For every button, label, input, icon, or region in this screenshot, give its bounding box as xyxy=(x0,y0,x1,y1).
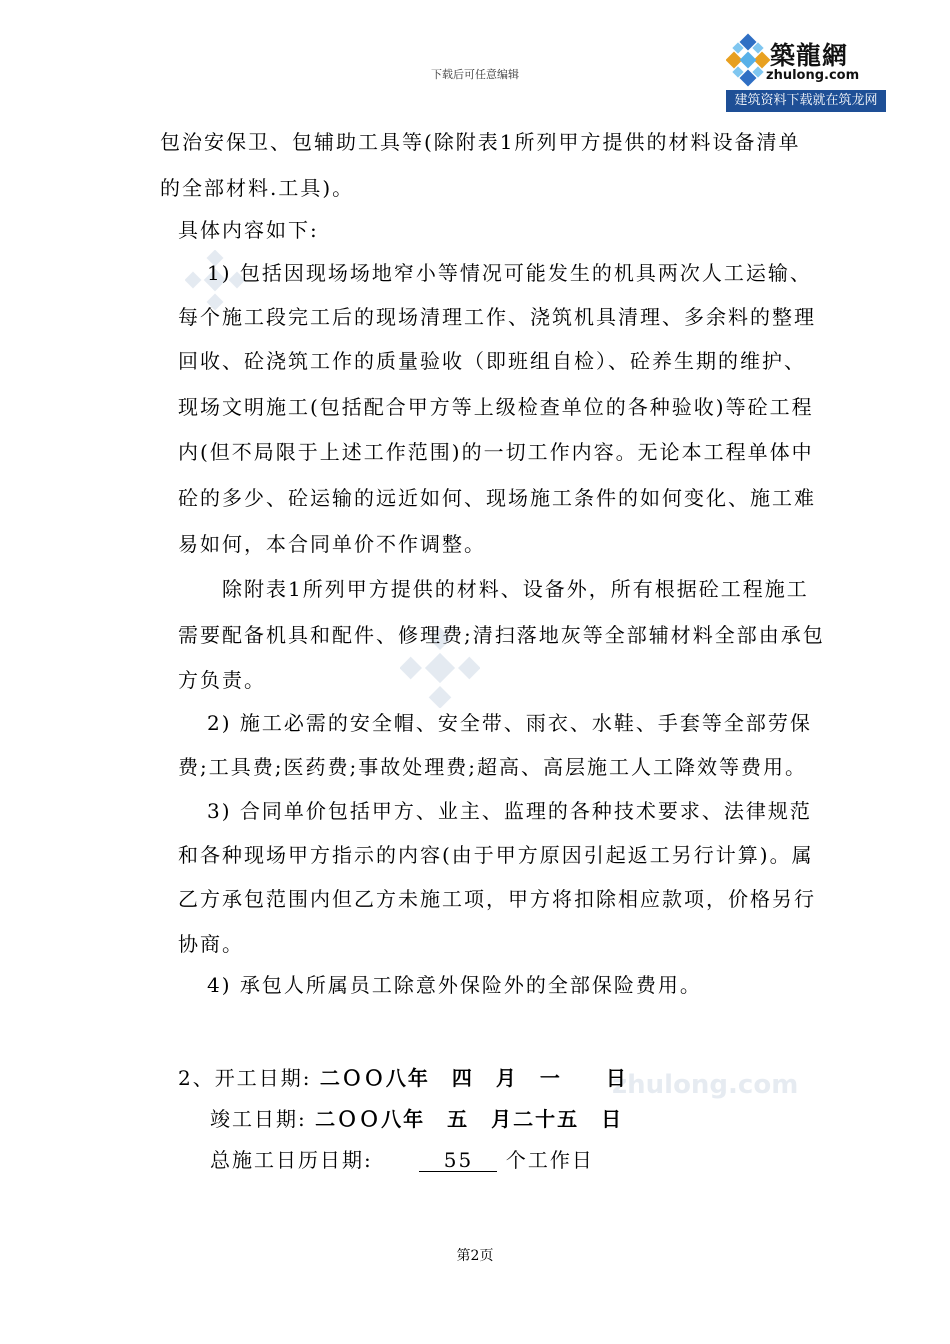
logo-top xyxy=(726,30,886,88)
end-date-value: 二ＯＯ八年 五 月二十五 日 xyxy=(315,1107,624,1131)
logo-url: zhulong.com xyxy=(766,68,860,83)
end-date-row xyxy=(210,1104,623,1134)
paragraph-line: 包治安保卫、包辅助工具等(除附表1所列甲方提供的材料设备清单 xyxy=(160,130,801,154)
zhulong-logo xyxy=(726,30,886,112)
logo-banner: 建筑资料下载就在筑龙网 xyxy=(726,90,886,112)
paragraph-line: 回收、砼浇筑工作的质量验收（即班组自检）、砼养生期的维护、 xyxy=(178,349,806,373)
paragraph-line: 3) 合同单价包括甲方、业主、监理的各种技术要求、法律规范 xyxy=(207,799,812,823)
total-days-label: 总施工日历日期: xyxy=(210,1148,373,1172)
paragraph-line: 乙方承包范围内但乙方未施工项，甲方将扣除相应款项，价格另行 xyxy=(178,887,816,911)
snowflake-logo-icon xyxy=(726,32,770,88)
paragraph-line: 砼的多少、砼运输的远近如何、现场施工条件的如何变化、施工难 xyxy=(178,486,816,510)
total-days-value: 55 xyxy=(419,1149,497,1172)
page-number: 第2页 xyxy=(456,1248,494,1264)
start-date-value: 二ＯＯ八年 四 月 一 日 xyxy=(319,1066,628,1090)
paragraph-line: 现场文明施工(包括配合甲方等上级检查单位的各种验收)等砼工程 xyxy=(178,395,814,419)
paragraph-line: 和各种现场甲方指示的内容(由于甲方原因引起返工另行计算)。属 xyxy=(178,843,814,867)
paragraph-line: 费;工具费;医药费;事故处理费;超高、高层施工人工降效等费用。 xyxy=(178,755,807,779)
start-date-label: 2、开工日期: xyxy=(178,1066,312,1090)
total-days-row xyxy=(210,1145,594,1175)
paragraph-line: 的全部材料.工具)。 xyxy=(160,176,355,200)
paragraph-line: 协商。 xyxy=(178,932,244,956)
paragraph-line: 除附表1所列甲方提供的材料、设备外，所有根据砼工程施工 xyxy=(222,577,809,601)
paragraph-line: 易如何，本合同单价不作调整。 xyxy=(178,532,486,556)
total-days-unit: 个工作日 xyxy=(505,1148,594,1172)
paragraph-line: 2) 施工必需的安全帽、安全带、雨衣、水鞋、手套等全部劳保 xyxy=(207,711,812,735)
paragraph-line: 具体内容如下: xyxy=(178,218,319,242)
paragraph-line: 需要配备机具和配件、修理费;清扫落地灰等全部辅材料全部由承包 xyxy=(178,623,825,647)
paragraph-line: 1) 包括因现场场地窄小等情况可能发生的机具两次人工运输、 xyxy=(207,261,812,285)
paragraph-line: 4) 承包人所属员工除意外保险外的全部保险费用。 xyxy=(207,973,702,997)
logo-name: 築龍網 xyxy=(770,41,849,70)
watermark-text: zhulong.com xyxy=(612,1070,799,1100)
header-note: 下载后可任意编辑 xyxy=(431,68,519,81)
paragraph-line: 每个施工段完工后的现场清理工作、浇筑机具清理、多余料的整理 xyxy=(178,305,816,329)
end-date-label: 竣工日期: xyxy=(210,1107,307,1131)
start-date-row xyxy=(178,1063,628,1093)
paragraph-line: 方负责。 xyxy=(178,668,266,692)
paragraph-line: 内(但不局限于上述工作范围)的一切工作内容。无论本工程单体中 xyxy=(178,440,814,464)
